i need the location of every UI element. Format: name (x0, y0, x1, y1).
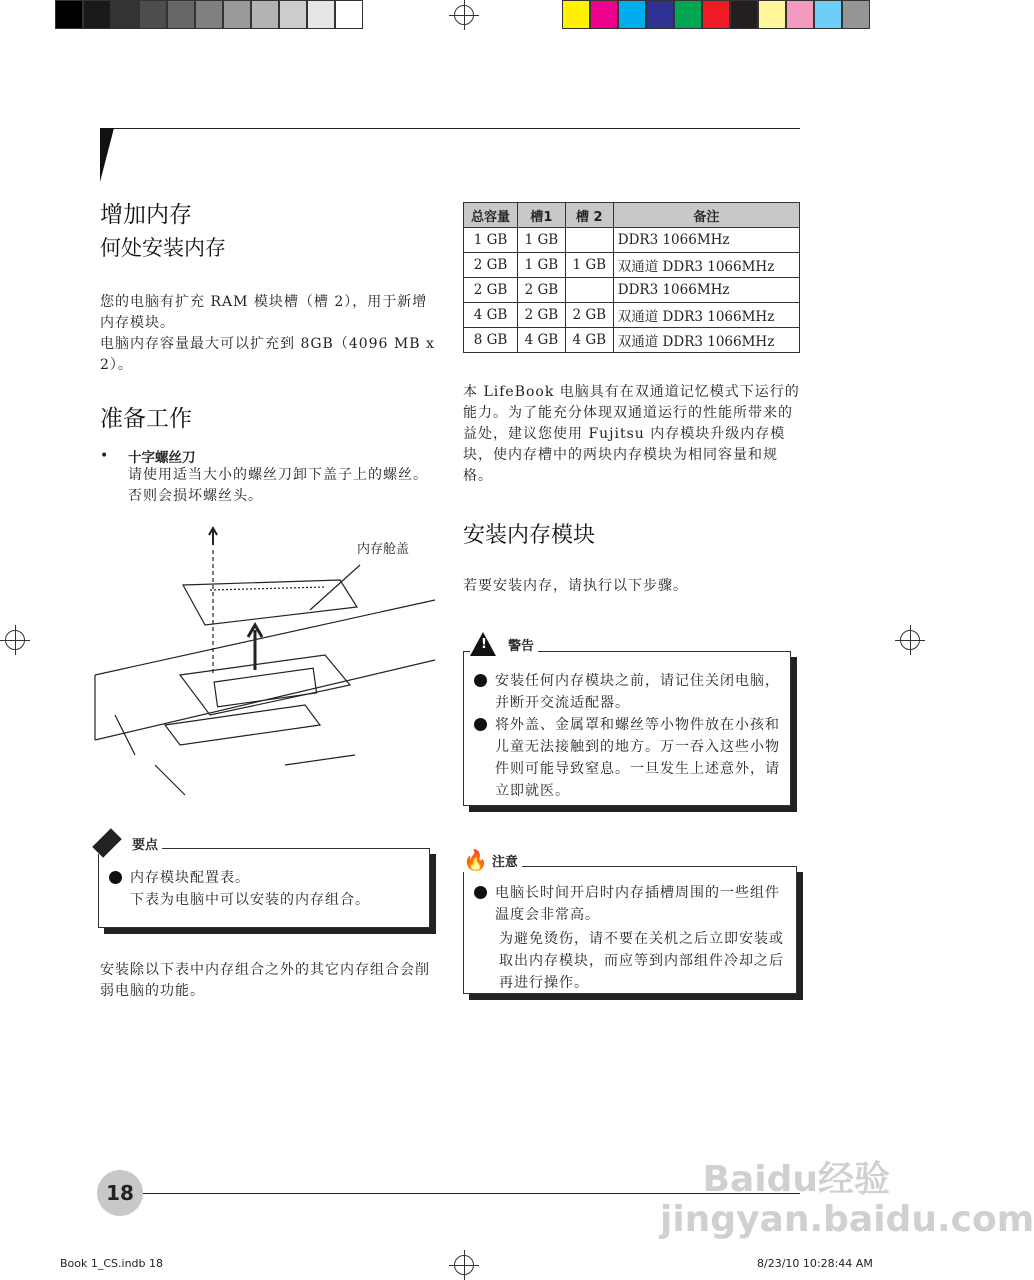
bullet-icon (474, 674, 487, 687)
color-swatch (335, 0, 363, 29)
color-swatch (307, 0, 335, 29)
caution-box (463, 866, 797, 994)
bullet-text: 请使用适当大小的螺丝刀卸下盖子上的螺丝。否则会损坏螺丝头。 (128, 467, 428, 504)
figure-label: 内存舱盖 (357, 542, 410, 557)
color-swatch (730, 0, 758, 29)
table-cell: 1 GB (464, 228, 518, 253)
footer-timestamp: 8/23/10 10:28:44 AM (757, 1257, 873, 1270)
warning-text: 将外盖、金属罩和螺丝等小物件放在小孩和儿童无法接触到的地方。万一吞入这些小物件则可能导致窒息。一旦发生上述意外，请立即就医。 (495, 717, 780, 799)
table-cell: 双通道 DDR3 1066MHz (613, 253, 799, 278)
memory-config-table (463, 202, 800, 353)
caution-heading (463, 848, 522, 872)
column-header: 槽 2 (565, 203, 613, 228)
column-header: 总容量 (464, 203, 518, 228)
table-cell: 4 GB (517, 328, 565, 353)
color-swatch (758, 0, 786, 29)
note-box (98, 848, 430, 928)
bullet-title: 十字螺丝刀 (128, 450, 196, 466)
note-title: 要点 (132, 837, 159, 853)
pencil-icon (92, 828, 122, 858)
color-swatch (842, 0, 870, 29)
color-swatch (590, 0, 618, 29)
table-header-row (464, 203, 800, 228)
color-swatch (55, 0, 83, 29)
color-swatch (814, 0, 842, 29)
baidu-watermark: Baidu经验 jingyan.baidu.com (660, 1159, 1034, 1240)
warning-item (474, 714, 780, 802)
color-swatch (279, 0, 307, 29)
color-swatch (223, 0, 251, 29)
table-cell (565, 228, 613, 253)
warning-heading (470, 632, 538, 656)
color-swatch (646, 0, 674, 29)
table-row (464, 278, 800, 303)
note-heading (96, 832, 162, 854)
table-row (464, 303, 800, 328)
color-swatch (702, 0, 730, 29)
note-subtext: 下表为电脑中可以安装的内存组合。 (130, 892, 370, 908)
paragraph: 您的电脑有扩充 RAM 模块槽（槽 2），用于新增内存模块。 (100, 294, 428, 331)
color-swatch (618, 0, 646, 29)
color-swatch (786, 0, 814, 29)
bullet-icon (109, 871, 122, 884)
table-cell: 2 GB (464, 278, 518, 303)
page-title: 增加内存 (100, 202, 192, 228)
section-title: 准备工作 (100, 406, 192, 432)
caution-subtext: 为避免烫伤，请不要在关机之后立即安装或取出内存模块，而应等到内部组件冷却之后再进行操作。 (499, 931, 784, 991)
registration-mark (900, 630, 920, 650)
table-cell: 2 GB (464, 253, 518, 278)
table-cell: DDR3 1066MHz (613, 278, 799, 303)
warning-text: 安装任何内存模块之前，请记住关闭电脑，并断开交流适配器。 (495, 673, 780, 711)
registration-mark (454, 1255, 474, 1275)
table-cell: DDR3 1066MHz (613, 228, 799, 253)
color-swatch (562, 0, 590, 29)
table-row (464, 253, 800, 278)
footer-filename: Book 1_CS.indb 18 (60, 1257, 164, 1270)
caution-item: 电脑长时间开启时内存插槽周围的一些组件温度会非常高。 (495, 885, 780, 923)
table-row (464, 328, 800, 353)
table-cell: 8 GB (464, 328, 518, 353)
table-cell: 1 GB (565, 253, 613, 278)
table-cell: 4 GB (464, 303, 518, 328)
registration-mark (454, 5, 474, 25)
bullet-icon (474, 718, 487, 731)
paragraph: 安装除以下表中内存组合之外的其它内存组合会削弱电脑的功能。 (100, 962, 430, 999)
table-cell: 1 GB (517, 228, 565, 253)
color-swatch (251, 0, 279, 29)
bullet-icon (474, 886, 487, 899)
table-cell (565, 278, 613, 303)
table-row (464, 228, 800, 253)
page-number: 18 (97, 1170, 143, 1216)
paragraph: 电脑内存容量最大可以扩充到 8GB（4096 MB x 2）。 (100, 336, 435, 373)
caution-title: 注意 (491, 854, 518, 870)
color-swatch (83, 0, 111, 29)
warning-icon: ! (470, 632, 496, 656)
table-cell: 1 GB (517, 253, 565, 278)
section-title: 安装内存模块 (463, 523, 596, 548)
table-cell: 双通道 DDR3 1066MHz (613, 303, 799, 328)
header-rule (100, 128, 800, 129)
table-cell: 2 GB (565, 303, 613, 328)
paragraph: 若要安装内存，请执行以下步骤。 (463, 578, 688, 594)
color-swatch (111, 0, 139, 29)
warning-item (474, 670, 780, 714)
note-item: 内存模块配置表。 (130, 870, 250, 886)
table-cell: 双通道 DDR3 1066MHz (613, 328, 799, 353)
registration-mark (5, 630, 25, 650)
section-title: 何处安装内存 (100, 236, 226, 260)
color-swatch (195, 0, 223, 29)
memory-cover-illustration (95, 525, 440, 800)
warning-box (463, 651, 791, 806)
column-header: 槽1 (517, 203, 565, 228)
header-tab-marker (100, 128, 114, 182)
bullet-marker: • (100, 448, 110, 464)
warning-title: 警告 (508, 638, 535, 654)
table-cell: 2 GB (517, 303, 565, 328)
color-swatch (139, 0, 167, 29)
color-swatch (674, 0, 702, 29)
flame-icon: 🔥 (463, 848, 488, 872)
table-cell: 2 GB (517, 278, 565, 303)
column-header: 备注 (613, 203, 799, 228)
paragraph: 本 LifeBook 电脑具有在双通道记忆模式下运行的能力。为了能充分体现双通道运行的性能所带来的益处，建议您使用 Fujitsu 内存模块升级内存模块，使内存槽中的两块内存模块为相同容量和规格。 (463, 384, 800, 484)
color-swatch (167, 0, 195, 29)
table-cell: 4 GB (565, 328, 613, 353)
